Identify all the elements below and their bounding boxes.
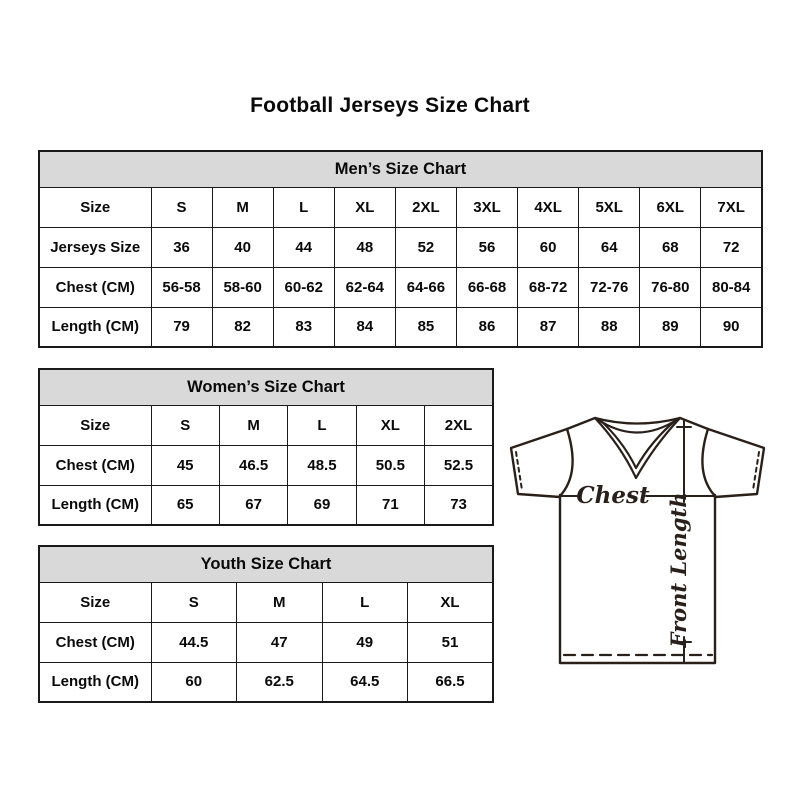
value-cell: M xyxy=(212,187,273,227)
value-cell: 60 xyxy=(518,227,579,267)
value-cell: 44 xyxy=(273,227,334,267)
value-cell: 66.5 xyxy=(408,662,494,702)
value-cell: 72-76 xyxy=(579,267,640,307)
value-cell: 71 xyxy=(356,485,424,525)
value-cell: S xyxy=(151,187,212,227)
value-cell: L xyxy=(322,582,408,622)
value-cell: 86 xyxy=(456,307,517,347)
value-cell: 5XL xyxy=(579,187,640,227)
value-cell: 52 xyxy=(395,227,456,267)
value-cell: 60 xyxy=(151,662,237,702)
value-cell: 62.5 xyxy=(237,662,323,702)
value-cell: 64-66 xyxy=(395,267,456,307)
value-cell: S xyxy=(151,582,237,622)
jersey-measurement-diagram xyxy=(498,400,778,690)
value-cell: XL xyxy=(334,187,395,227)
jersey-left-shoulder-seam xyxy=(567,418,595,429)
chest-label: Chest xyxy=(576,482,650,509)
value-cell: L xyxy=(273,187,334,227)
value-cell: 40 xyxy=(212,227,273,267)
value-cell: 52.5 xyxy=(425,445,493,485)
youth-table-title: Youth Size Chart xyxy=(39,546,493,582)
value-cell: XL xyxy=(408,582,494,622)
row-label-cell: Length (CM) xyxy=(39,662,151,702)
value-cell: 45 xyxy=(151,445,219,485)
value-cell: 62-64 xyxy=(334,267,395,307)
page-title: Football Jerseys Size Chart xyxy=(250,94,530,117)
mens-size-table xyxy=(38,150,763,348)
table-row xyxy=(39,485,493,525)
value-cell: 51 xyxy=(408,622,494,662)
value-cell: 66-68 xyxy=(456,267,517,307)
value-cell: 85 xyxy=(395,307,456,347)
jersey-right-sleeve xyxy=(708,429,764,497)
womens-size-table xyxy=(38,368,494,526)
value-cell: 89 xyxy=(640,307,701,347)
value-cell: 67 xyxy=(219,485,287,525)
value-cell: 76-80 xyxy=(640,267,701,307)
table-row xyxy=(39,582,493,622)
jersey-body-outline xyxy=(560,492,715,663)
row-label-cell: Length (CM) xyxy=(39,485,151,525)
value-cell: 48 xyxy=(334,227,395,267)
value-cell: 58-60 xyxy=(212,267,273,307)
table-row xyxy=(39,405,493,445)
value-cell: M xyxy=(237,582,323,622)
youth-table-grid xyxy=(38,545,494,703)
value-cell: 69 xyxy=(288,485,356,525)
womens-table-grid xyxy=(38,368,494,526)
value-cell: 73 xyxy=(425,485,493,525)
value-cell: 7XL xyxy=(701,187,762,227)
value-cell: 46.5 xyxy=(219,445,287,485)
row-label-cell: Chest (CM) xyxy=(39,445,151,485)
row-label-cell: Size xyxy=(39,405,151,445)
value-cell: 60-62 xyxy=(273,267,334,307)
value-cell: XL xyxy=(356,405,424,445)
mens-table-title: Men’s Size Chart xyxy=(39,151,762,187)
value-cell: 56-58 xyxy=(151,267,212,307)
table-row xyxy=(39,445,493,485)
value-cell: 3XL xyxy=(456,187,517,227)
value-cell: 87 xyxy=(518,307,579,347)
value-cell: 65 xyxy=(151,485,219,525)
value-cell: 68-72 xyxy=(518,267,579,307)
value-cell: 88 xyxy=(579,307,640,347)
value-cell: 84 xyxy=(334,307,395,347)
table-row xyxy=(39,267,762,307)
value-cell: 50.5 xyxy=(356,445,424,485)
value-cell: 79 xyxy=(151,307,212,347)
row-label-cell: Chest (CM) xyxy=(39,267,151,307)
value-cell: 56 xyxy=(456,227,517,267)
table-row xyxy=(39,227,762,267)
value-cell: S xyxy=(151,405,219,445)
value-cell: 64.5 xyxy=(322,662,408,702)
value-cell: 49 xyxy=(322,622,408,662)
youth-size-table xyxy=(38,545,494,703)
value-cell: 36 xyxy=(151,227,212,267)
value-cell: 4XL xyxy=(518,187,579,227)
mens-table-grid xyxy=(38,150,763,348)
table-row xyxy=(39,622,493,662)
value-cell: 90 xyxy=(701,307,762,347)
row-label-cell: Chest (CM) xyxy=(39,622,151,662)
value-cell: 2XL xyxy=(425,405,493,445)
value-cell: 83 xyxy=(273,307,334,347)
womens-table-title: Women’s Size Chart xyxy=(39,369,493,405)
row-label-cell: Length (CM) xyxy=(39,307,151,347)
value-cell: M xyxy=(219,405,287,445)
value-cell: 44.5 xyxy=(151,622,237,662)
value-cell: 80-84 xyxy=(701,267,762,307)
value-cell: 64 xyxy=(579,227,640,267)
table-row xyxy=(39,662,493,702)
value-cell: 6XL xyxy=(640,187,701,227)
value-cell: 82 xyxy=(212,307,273,347)
value-cell: 47 xyxy=(237,622,323,662)
value-cell: L xyxy=(288,405,356,445)
row-label-cell: Jerseys Size xyxy=(39,227,151,267)
front-length-label: Front Length xyxy=(666,492,691,648)
table-row xyxy=(39,187,762,227)
row-label-cell: Size xyxy=(39,187,151,227)
jersey-left-sleeve xyxy=(511,429,567,497)
row-label-cell: Size xyxy=(39,582,151,622)
table-row xyxy=(39,307,762,347)
value-cell: 48.5 xyxy=(288,445,356,485)
jersey-left-armhole xyxy=(560,429,573,496)
value-cell: 72 xyxy=(701,227,762,267)
jersey-collar-arc-outer xyxy=(595,418,680,424)
value-cell: 68 xyxy=(640,227,701,267)
jersey-right-armhole xyxy=(702,429,715,496)
value-cell: 2XL xyxy=(395,187,456,227)
